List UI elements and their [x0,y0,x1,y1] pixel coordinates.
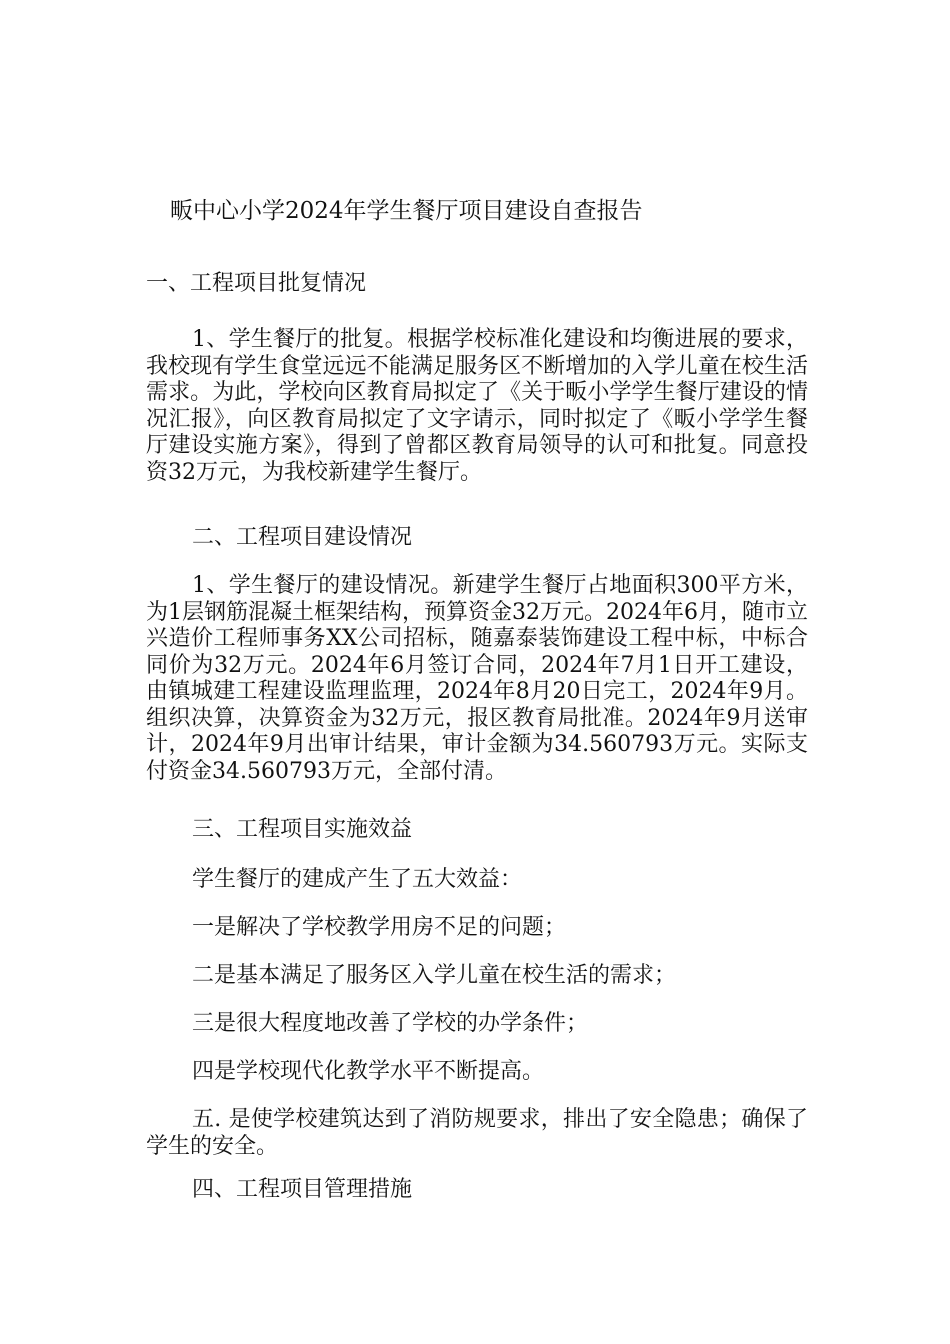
benefit-item-1: 一是解决了学校教学用房不足的问题； [192,915,567,940]
benefit-item-3: 三是很大程度地改善了学校的办学条件； [192,1011,589,1036]
section-heading-3: 三、工程项目实施效益 [192,817,413,842]
section-heading-1: 一、工程项目批复情况 [146,271,367,296]
benefit-item-2: 二是基本满足了服务区入学儿童在校生活的需求； [192,963,677,988]
benefits-intro: 学生餐厅的建成产生了五大效益： [192,867,523,892]
section-heading-2: 二、工程项目建设情况 [192,525,413,550]
section2-paragraph: 1、学生餐厅的建设情况。新建学生餐厅占地面积300平方米，为1层钢筋混凝土框架结构，预算资金32万元。2024年6月，随市立兴造价工程师事务XX公司招标，随嘉泰装饰建设工程中标，中标合同价为32万元。2024年6月签订合同，2024年7月1日开工建设，由镇城建工程建设监理监理，2024年8月20日完工，2024年9月。组织决算，决算资金为32万元，报区教育局批准。2024年9月送审计，2024年9月出审计结果，审计金额为34.560793万元。实际支付资金34.560793万元，全部付清。 [146,573,808,784]
benefit-item-5: 五. 是使学校建筑达到了消防规要求，排出了安全隐患；确保了学生的安全。 [146,1107,808,1159]
document-title: 畈中心小学2024年学生餐厅项目建设自查报告 [170,198,643,224]
section1-paragraph: 1、学生餐厅的批复。根据学校标准化建设和均衡进展的要求，我校现有学生食堂远远不能满足服务区不断增加的入学儿童在校生活需求。为此，学校向区教育局拟定了《关于畈小学学生餐厅建设的情况汇报》，向区教育局拟定了文字请示，同时拟定了《畈小学学生餐厅建设实施方案》，得到了曾都区教育局领导的认可和批复。同意投资32万元，为我校新建学生餐厅。 [146,327,808,485]
benefit-item-4: 四是学校现代化教学水平不断提高。 [192,1059,545,1084]
section-heading-4: 四、工程项目管理措施 [192,1177,413,1202]
